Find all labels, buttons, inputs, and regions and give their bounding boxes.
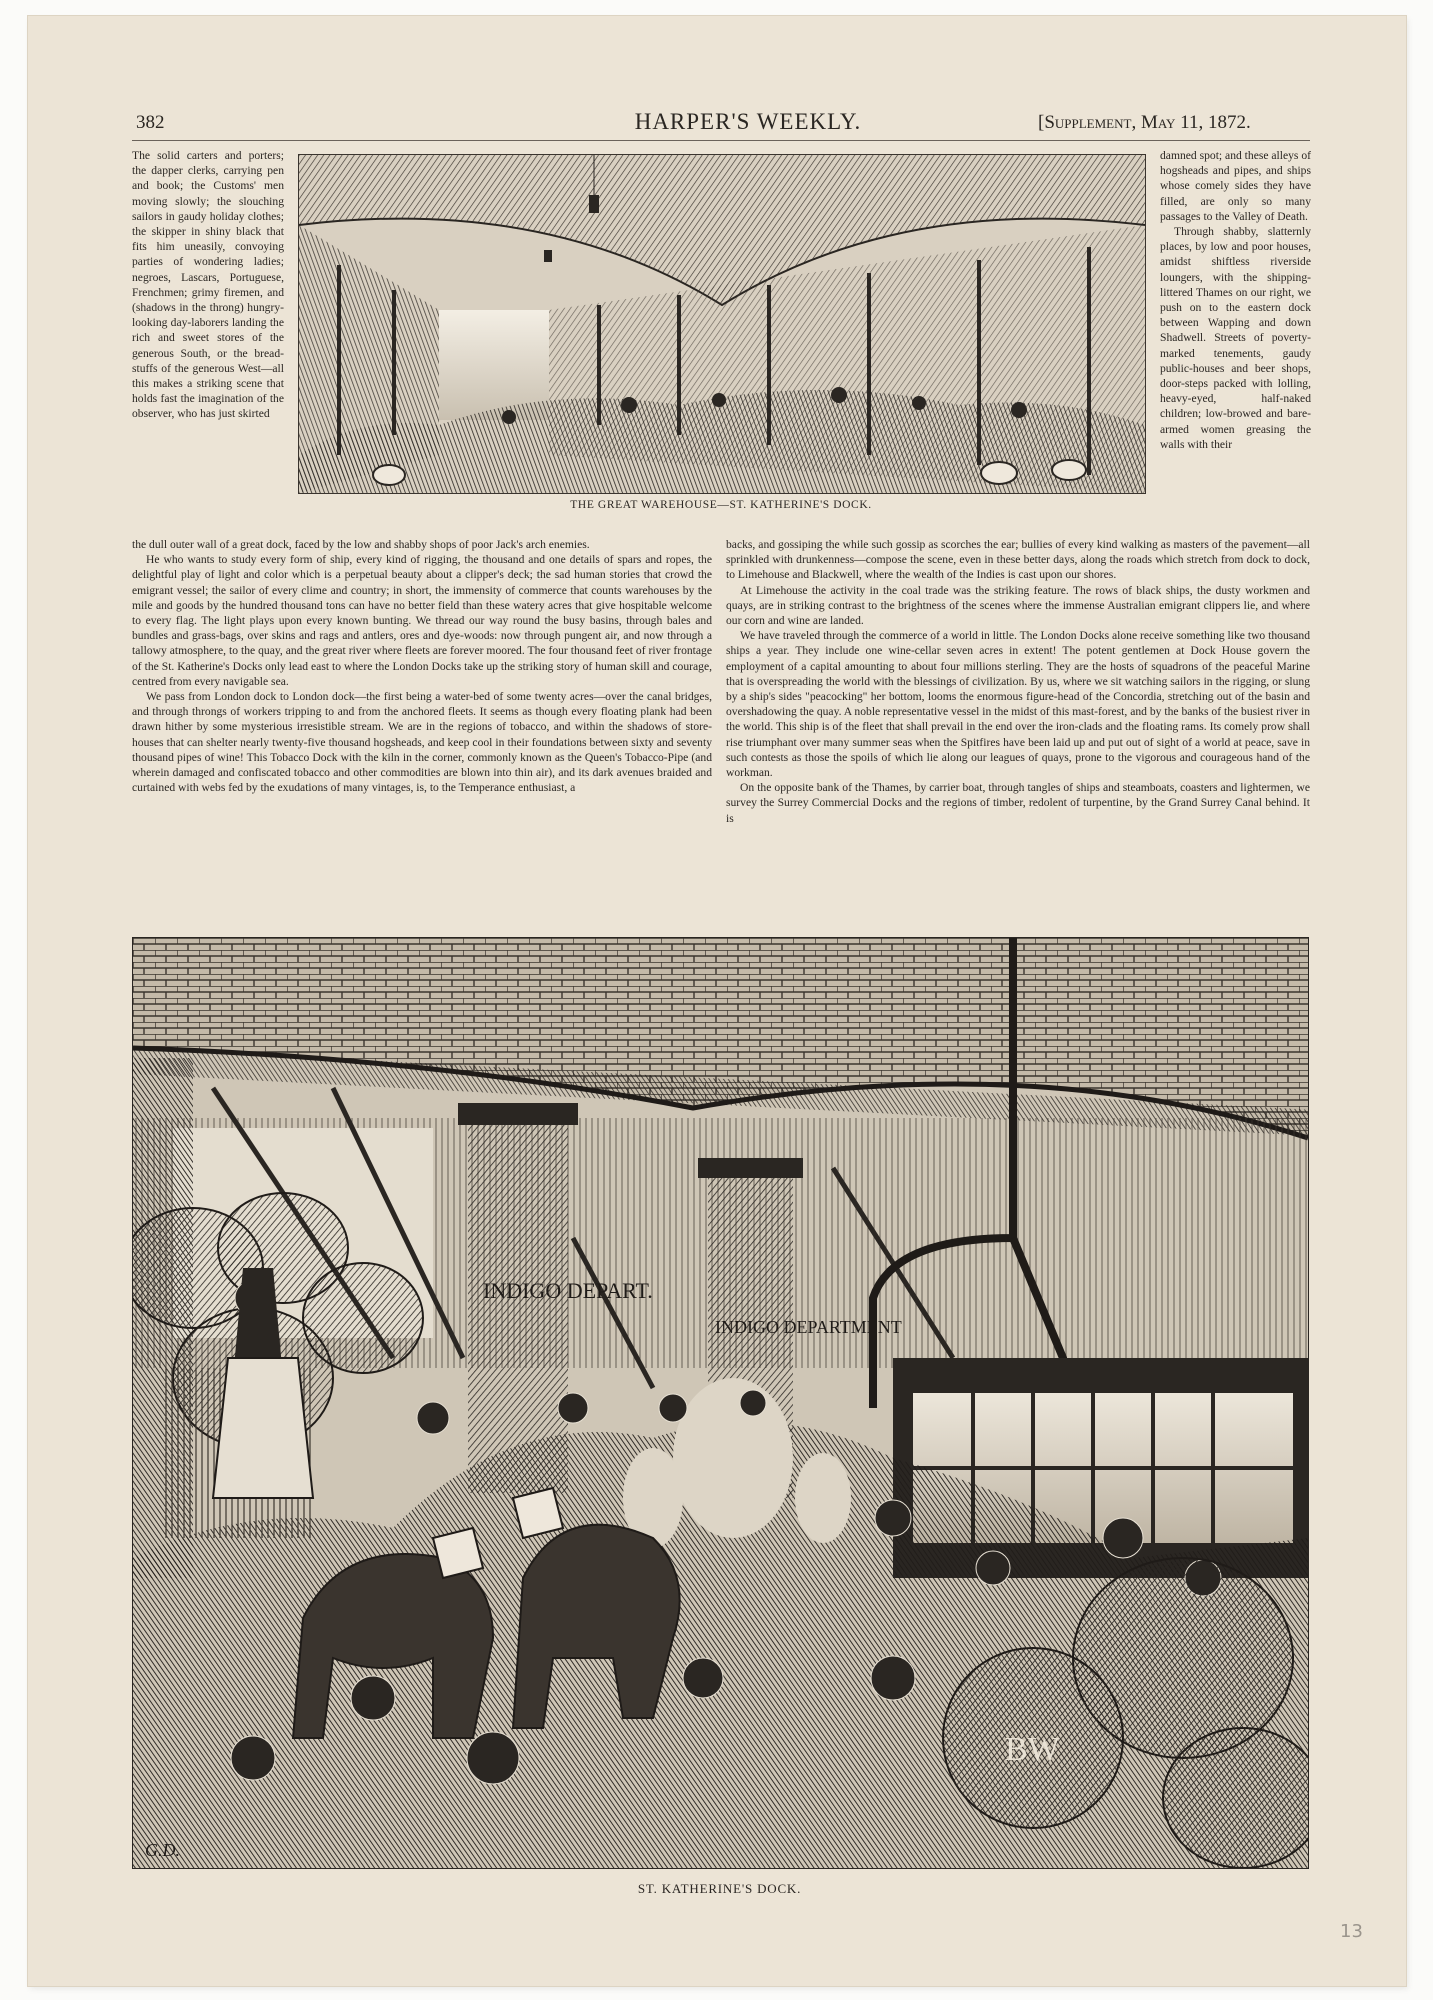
body-left-paragraph-3: We pass from London dock to London dock—the first being a water-bed of some twenty acres—over the canal bridges, and through throngs of workers tripping to and from the anchored fleets. It seems as though every floating plank had been drawn hither by some mysterious irresistible stream. We are in the regions of tobacco, and within the shadows of store-houses that can shelter nearly twenty-five thousand hogsheads, and keep cool in their foundations between sixty and seventy thousand pipes of wine! This Tobacco Dock with the kiln in the corner, commonly known as the Queen's Tobacco-Pipe (and wherein damaged and confiscated tobacco and other commodities are blown into thin air), and its dark avenues braided and curtained with webs fed by the exudations of many vintages, is, to the Temperance enthusiast, a	[132, 690, 712, 795]
body-column-right	[726, 537, 1310, 826]
left-column	[132, 148, 284, 422]
right-column-text: damned spot; and these alleys of hogsheads and pipes, and ships whose comely sides they have filled, are only so many passages to the Valley of Death.	[1160, 149, 1312, 223]
body-left-paragraph-2: He who wants to study every form of ship, every kind of rigging, the thousand and one details of spars and ropes, the delightful play of light and color which is a perpetual beauty about a clipper's deck; the sad human stories that crowd the emigrant vessel; the sailor of every clime and country; in short, the immensity of commerce that counts warehouses by the mile and goods by the hundred thousand tons can have no better field than these watery acres that give hospitable welcome to every flag. The light plays upon every known bunting. We thread our way round the busy basins, through bales and bundles and grass-bags, over skins and rags and antlers, ores and dye-woods: now through pungent air, and now through a tallowy atmosphere, to the quay, and the great river where fleets are forever moored. The four thousand feet of river frontage of the St. Katherine's Docks only lead east to where the London Docks take up the striking story of human skill and courage, centred from every navigable sea.	[132, 553, 712, 688]
page-number: 382	[136, 112, 165, 133]
masthead-title: HARPER'S WEEKLY.	[634, 109, 862, 134]
body-left-paragraph-1: the dull outer wall of a great dock, faced by the low and shabby shops of poor Jack's arch enemies.	[132, 538, 590, 551]
warehouse-caption: THE GREAT WAREHOUSE—ST. KATHERINE'S DOCK.	[570, 499, 872, 511]
dock-engraving-art	[133, 938, 1308, 1868]
warehouse-engraving	[298, 154, 1146, 494]
dock-caption: ST. KATHERINE'S DOCK.	[637, 1881, 802, 1896]
body-right-paragraph-2: At Limehouse the activity in the coal trade was the striking feature. The rows of black ships, the dusty workmen and quays, are in striking contrast to the brightness of the scenes where the immense Australian emigrant clippers lie, and where our corn and wine are landed.	[726, 583, 1310, 628]
header-rule	[132, 140, 1310, 141]
body-right-paragraph-1: backs, and gossiping the while such gossip as scorches the ear; bullies of every kind walking as masters of the pavement—all sprinkled with drunkenness—compose the scene, even in these better days, along the roads which stretch from dock to dock, to Limehouse and Blackwell, where the wealth of the Indies is cast upon our shores.	[726, 538, 1310, 582]
bale-mark: BW	[1005, 1731, 1060, 1768]
right-column	[1160, 148, 1311, 452]
newspaper-page	[28, 16, 1406, 1986]
warehouse-engraving-art	[299, 155, 1145, 493]
indigo-sign-left: INDIGO DEPART.	[483, 1278, 653, 1303]
right-column-text-2: Through shabby, slatternly places, by low and poor houses, amidst shiftless riverside loungers, with the shipping-littered Thames on our right, we push on to the eastern dock between Wapping and down Shadwell. Streets of poverty-marked tenements, gaudy public-houses and beer shops, door-steps packed with lolling, heavy-eyed, half-naked children; low-browed and bare-armed women greasing the walls with their	[1160, 225, 1311, 451]
issue-date-text: [Supplement, May 11, 1872.	[1038, 112, 1251, 133]
issue-date	[1038, 112, 1251, 134]
body-column-left	[132, 537, 712, 795]
pencil-page-note: 13	[1340, 1921, 1363, 1942]
dock-engraving	[132, 937, 1309, 1869]
artist-signature: G.D.	[145, 1840, 180, 1860]
body-right-paragraph-4: On the opposite bank of the Thames, by carrier boat, through tangles of ships and steamboats, coasters and lightermen, we survey the Surrey Commercial Docks and the regions of timber, redolent of turpentine, by the Grand Surrey Canal behind. It is	[726, 781, 1310, 825]
body-right-paragraph-3: We have traveled through the commerce of a world in little. The London Docks alone receive something like two thousand ships a year. They include one wine-cellar seven acres in extent! The potent gentlemen at Dock House govern the employment of a capital amounting to about four millions sterling. They are the hosts of squadrons of the peaceful Marine that is overspreading the world with the blessings of civilization. By us, where we sit watching sailors in the rigging, or slung by a ship's sides "peacocking" her bottom, looms the enormous figure-head of the Concordia, stretching out of the basin and overshadowing the quay. A noble representative vessel in the midst of this mast-forest, and by the banks of the busiest river in the world. This ship is of the fleet that shall prevail in the end over the iron-clads and the floating rams. Its comely prow shall rise triumphant over many summer seas when the Spitfires have been laid up and put out of sight of a world at peace, save in such contests as those the spoils of which lie along our leagues of quays, prone to the vigorous and courageous hand of the workman.	[726, 629, 1310, 780]
left-column-text: The solid carters and porters; the dapper clerks, carrying pen and book; the Customs' men moving slowly; the slouching sailors in gaudy holiday clothes; the skipper in shiny black that fits him uneasily, convoying parties of wondering ladies; negroes, Lascars, Portuguese, Frenchmen; grimy firemen, and (shadows in the throng) hungry-looking day-laborers landing the rich and sweet stores of the generous South, or the bread-stuffs of the generous West—all this makes a striking scene that holds fast the imagination of the observer, who has just skirted	[132, 149, 284, 421]
indigo-sign-right: INDIGO DEPARTMENT	[715, 1317, 902, 1337]
